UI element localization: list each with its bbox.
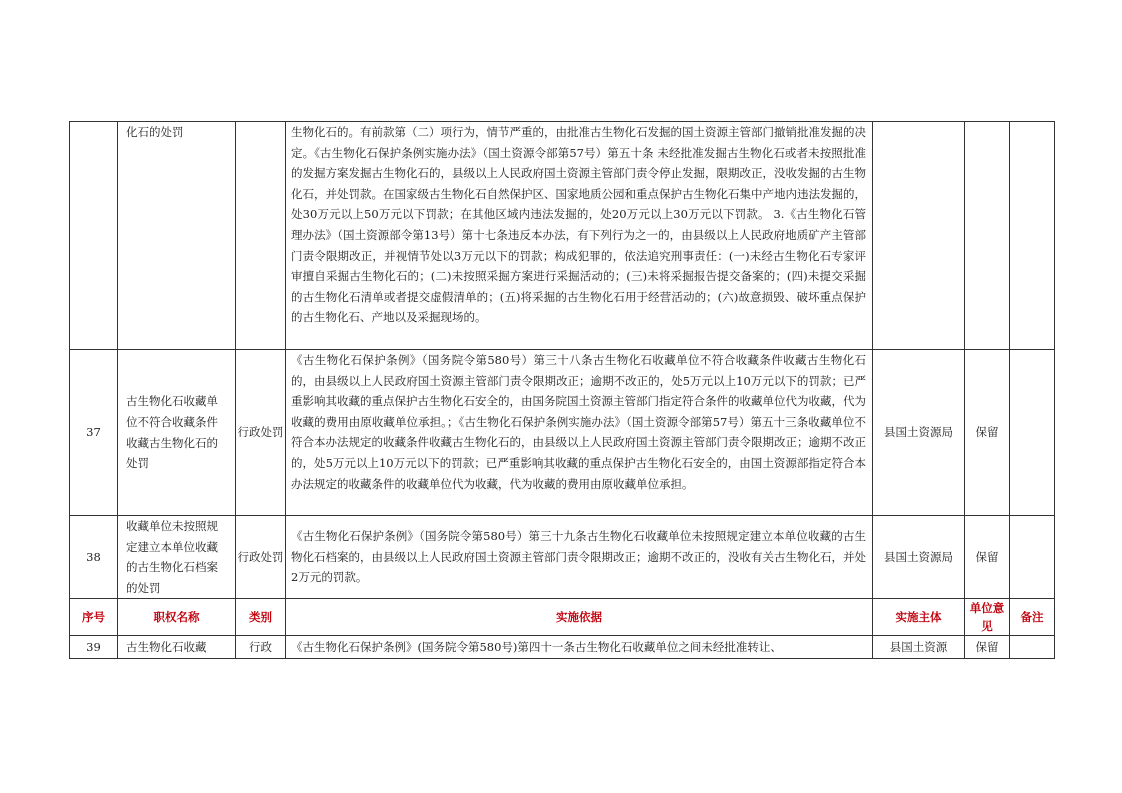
unit-opinion: 保留 xyxy=(965,516,1010,599)
implementing-body: 县国土资源 xyxy=(873,636,965,659)
implementation-basis: 生物化石的。有前款第（二）项行为，情节严重的，由批准古生物化石发掘的国土资源主管部门撤销批准发掘的决定。《古生物化石保护条例实施办法》（国土资源令部第57号）第五十条 未经批准发掘古生物化石或者未按照批准的发掘方案发掘古生物化石的，县级以上人民政府国土资源主管部门责令停止发掘，限期改正，没收发掘的古生物化石，并处罚款。在国家级古生物化石自然保护区、国家地质公园和重点保护古生物化石集中产地内违法发掘的，处30万元以上50万元以下罚款；在其他区域内违法发掘的，处20万元以上30万元以下罚款。 3.《古生物化石管理办法》（国土资源部令第13号）第十七条违反本办法，有下列行为之一的，由县级以上人民政府地质矿产主管部门责令限期改正，并视情节处以3万元以下的罚款；构成犯罪的，依法追究刑事责任：(一)未经古生物化石专家评审擅自采掘古生物化石的；(二)未按照采掘方案进行采掘活动的；(三)未将采掘报告提交备案的；(四)未提交采掘的古生物化石清单或者提交虚假清单的；(五)将采掘的古生物化石用于经营活动的；(六)故意损毁、破坏重点保护的古生物化石、产地以及采掘现场的。 xyxy=(286,122,873,350)
power-name: 古生物化石收藏单位不符合收藏条件收藏古生物化石的处罚 xyxy=(118,350,236,516)
table-row xyxy=(70,350,1055,516)
remark xyxy=(1010,636,1055,659)
power-category: 行政处罚 xyxy=(236,350,286,516)
unit-opinion: 保留 xyxy=(965,350,1010,516)
power-name: 收藏单位未按照规定建立本单位收藏的古生物化石档案的处罚 xyxy=(118,516,236,599)
header-subject: 实施主体 xyxy=(873,599,965,636)
remark xyxy=(1010,516,1055,599)
header-basis: 实施依据 xyxy=(286,599,873,636)
power-name: 化石的处罚 xyxy=(118,122,236,350)
implementation-basis: 《古生物化石保护条例》（国务院令第580号）第三十九条古生物化石收藏单位未按照规定建立本单位收藏的古生物化石档案的，由县级以上人民政府国土资源主管部门责令限期改正；逾期不改正的，没收有关古生物化石，并处2万元的罚款。 xyxy=(286,516,873,599)
powers-table xyxy=(69,121,1055,659)
implementing-body: 县国土资源局 xyxy=(873,516,965,599)
table-row xyxy=(70,516,1055,599)
unit-opinion xyxy=(965,122,1010,350)
header-name: 职权名称 xyxy=(118,599,236,636)
header-number: 序号 xyxy=(70,599,118,636)
remark xyxy=(1010,350,1055,516)
implementing-body: 县国土资源局 xyxy=(873,350,965,516)
row-number: 39 xyxy=(70,636,118,659)
power-category: 行政 xyxy=(236,636,286,659)
header-category: 类别 xyxy=(236,599,286,636)
unit-opinion: 保留 xyxy=(965,636,1010,659)
implementing-body xyxy=(873,122,965,350)
implementation-basis: 《古生物化石保护条例》（国务院令第580号）第三十八条古生物化石收藏单位不符合收藏条件收藏古生物化石的，由县级以上人民政府国土资源主管部门责令限期改正；逾期不改正的，处5万元以上10万元以下的罚款；已严重影响其收藏的重点保护古生物化石安全的，由国务院国土资源主管部门指定符合条件的收藏单位代为收藏，代为收藏的费用由原收藏单位承担。；《古生物化石保护条例实施办法》（国土资源令部第57号）第五十三条收藏单位不符合本办法规定的收藏条件收藏古生物化石的，由县级以上人民政府国土资源主管部门责令限期改正；逾期不改正的，处5万元以上10万元以下的罚款；已严重影响其收藏的重点保护古生物化石安全的，由国土资源部指定符合本办法规定的收藏条件的收藏单位代为收藏，代为收藏的费用由原收藏单位承担。 xyxy=(286,350,873,516)
implementation-basis: 《古生物化石保护条例》(国务院令第580号)第四十一条古生物化石收藏单位之间未经批准转让、 xyxy=(286,636,873,659)
power-category xyxy=(236,122,286,350)
header-row xyxy=(70,599,1055,636)
power-category: 行政处罚 xyxy=(236,516,286,599)
header-remark: 备注 xyxy=(1010,599,1055,636)
table-row xyxy=(70,636,1055,659)
remark xyxy=(1010,122,1055,350)
row-number: 38 xyxy=(70,516,118,599)
row-number: 37 xyxy=(70,350,118,516)
table-row xyxy=(70,122,1055,350)
header-opinion: 单位意见 xyxy=(965,599,1010,636)
row-number xyxy=(70,122,118,350)
power-name: 古生物化石收藏 xyxy=(118,636,236,659)
